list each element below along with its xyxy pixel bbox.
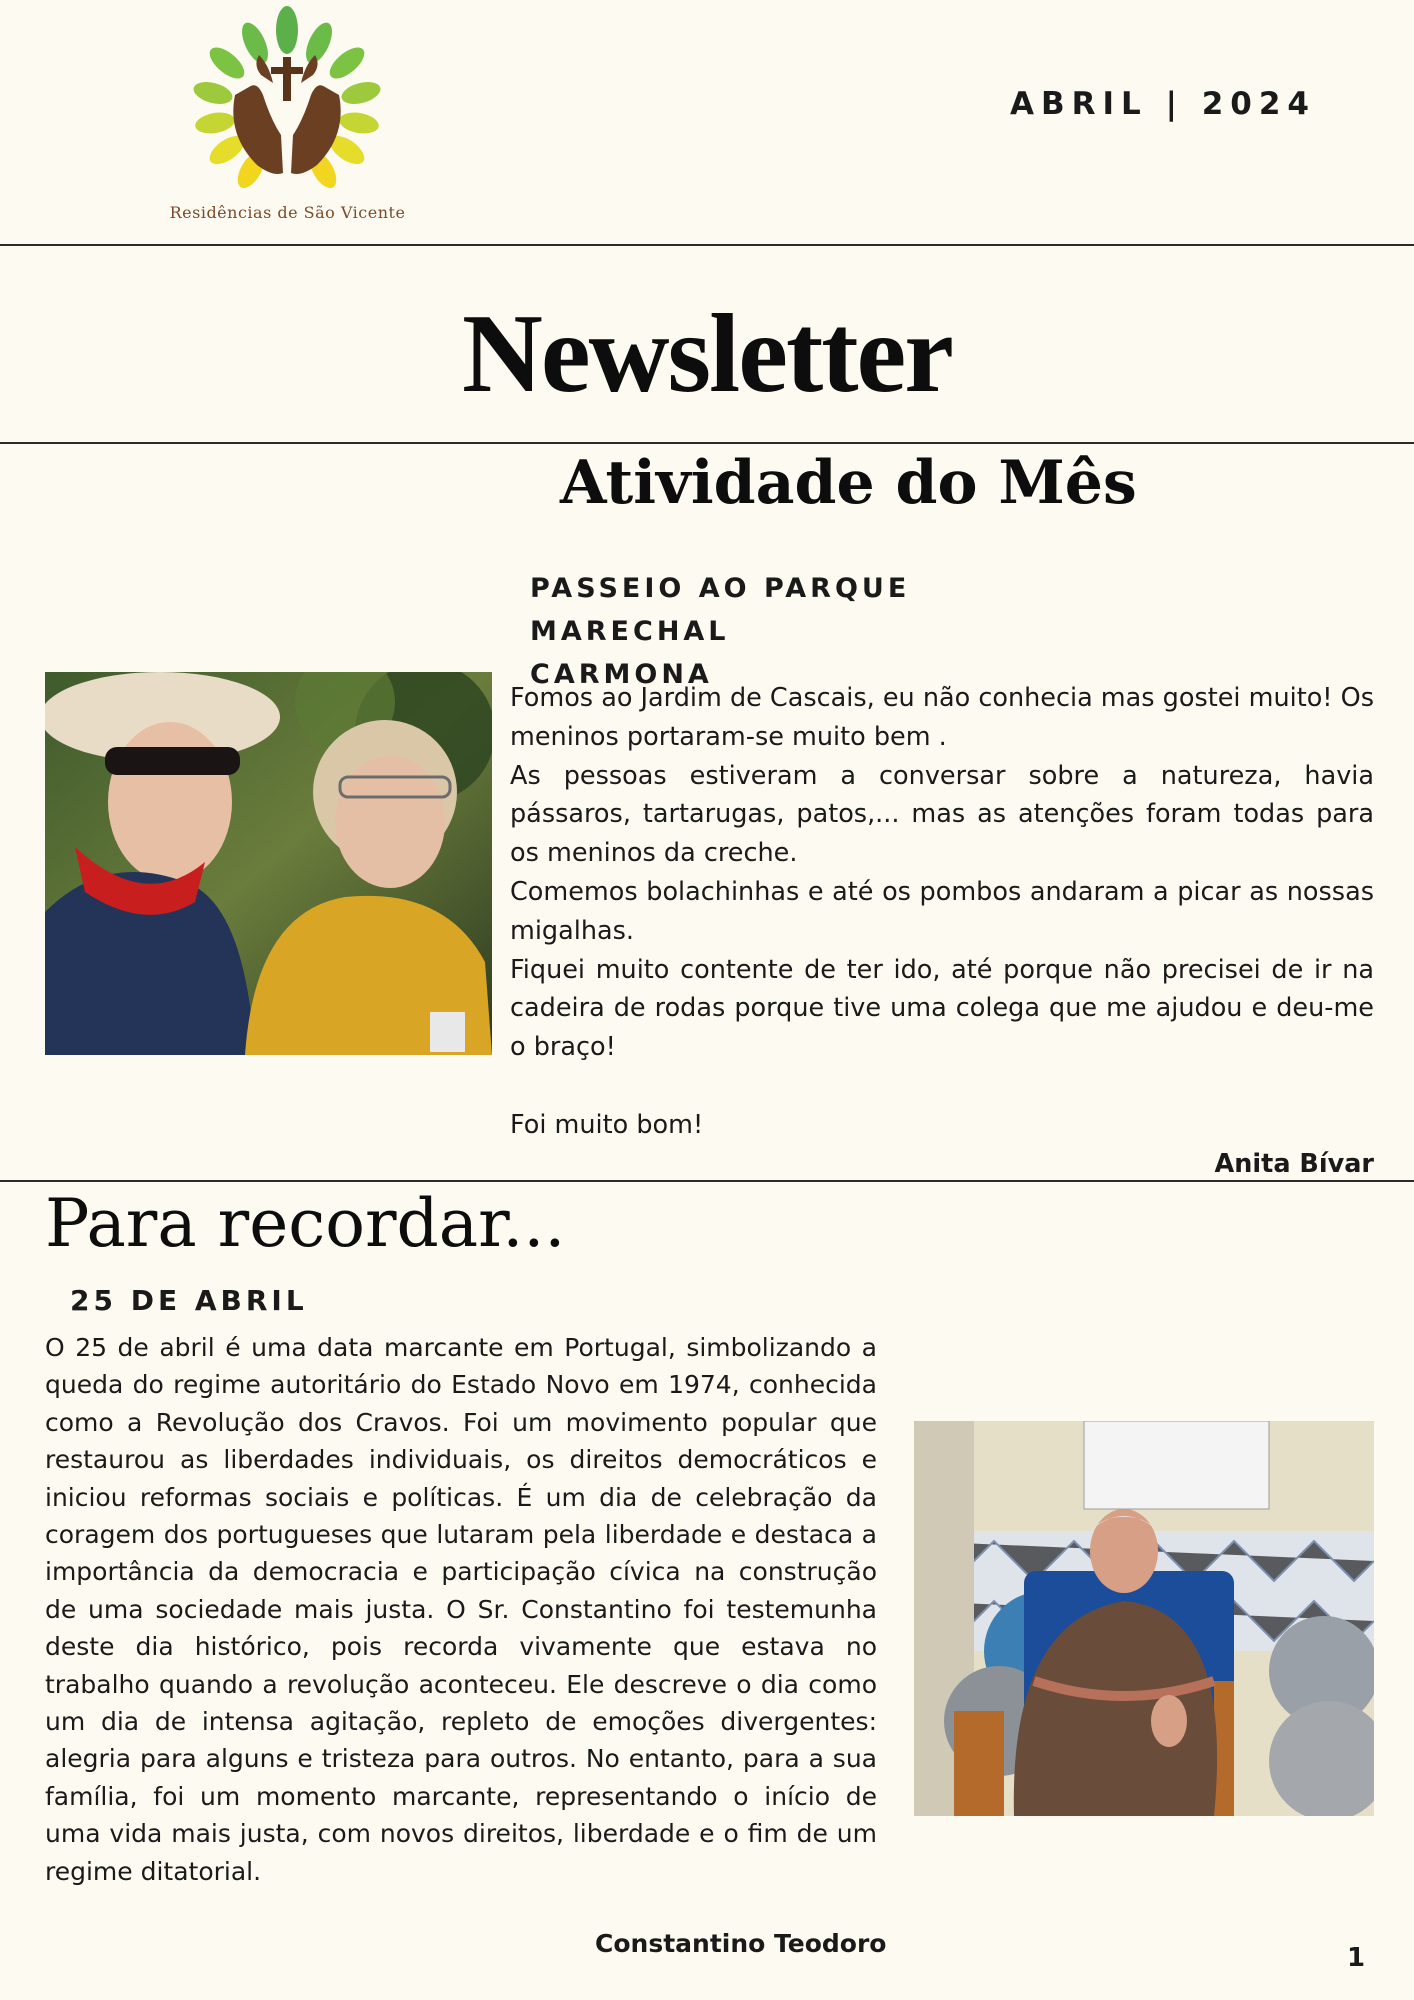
remember-photo	[914, 1421, 1374, 1816]
activity-paragraph: Fomos ao Jardim de Cascais, eu não conhecia mas gostei muito! Os meninos portaram-se muito bem .	[510, 683, 1374, 752]
divider	[0, 244, 1414, 246]
logo	[165, 5, 410, 230]
page-title: Newsletter	[462, 292, 952, 416]
activity-section-title: Atividade do Mês	[560, 448, 1137, 518]
activity-paragraph: Comemos bolachinhas e até os pombos andaram a picar as nossas migalhas.	[510, 876, 1374, 946]
activity-subtitle-line: CARMONA	[530, 659, 713, 690]
activity-subtitle	[530, 567, 1090, 696]
divider	[0, 1180, 1414, 1182]
activity-paragraph: As pessoas estiveram a conversar sobre a natureza, havia pássaros, tartarugas, patos,... mas as atenções foram todas para os meninos da creche.	[510, 760, 1374, 869]
divider	[0, 442, 1414, 444]
tree-hands-logo-icon	[165, 5, 410, 230]
activity-paragraph: Fiquei muito contente de ter ido, até porque não precisei de ir na cadeira de rodas porque tive uma colega que me ajudou e deu-me o braço!	[510, 954, 1374, 1063]
activity-article	[510, 679, 1374, 1145]
remember-subtitle: 25 DE ABRIL	[70, 1284, 308, 1317]
remember-section-title: Para recordar...	[45, 1185, 566, 1262]
remember-article: O 25 de abril é uma data marcante em Portugal, simbolizando a queda do regime autoritário do Estado Novo em 1974, conhecida como a Revolução dos Cravos. Foi um movimento popular que restaurou as liberdades individuais, os direitos democráticos e iniciou reformas sociais e políticas. É um dia de celebração da coragem dos portugueses que lutaram pela liberdade e destaca a importância da democracia e participação cívica na construção de uma sociedade mais justa. O Sr. Constantino foi testemunha deste dia histórico, pois recorda vivamente que estava no trabalho quando a revolução aconteceu. Ele descreve o dia como um dia de intensa agitação, repleto de emoções divergentes: alegria para alguns e tristeza para outros. No entanto, para a sua família, foi um momento marcante, representando o início de uma vida mais justa, com novos direitos, liberdade e o fim de um regime ditatorial.	[45, 1333, 877, 1886]
remember-author: Constantino Teodoro	[595, 1929, 887, 1958]
activity-photo	[45, 672, 492, 1055]
logo-text: Residências de São Vicente	[169, 203, 406, 222]
page-number: 1	[1347, 1943, 1366, 1973]
issue-date: ABRIL | 2024	[1010, 86, 1316, 122]
activity-subtitle-line: PASSEIO AO PARQUE MARECHAL	[530, 573, 911, 647]
activity-paragraph: Foi muito bom!	[510, 1109, 704, 1140]
activity-author: Anita Bívar	[1214, 1149, 1374, 1179]
